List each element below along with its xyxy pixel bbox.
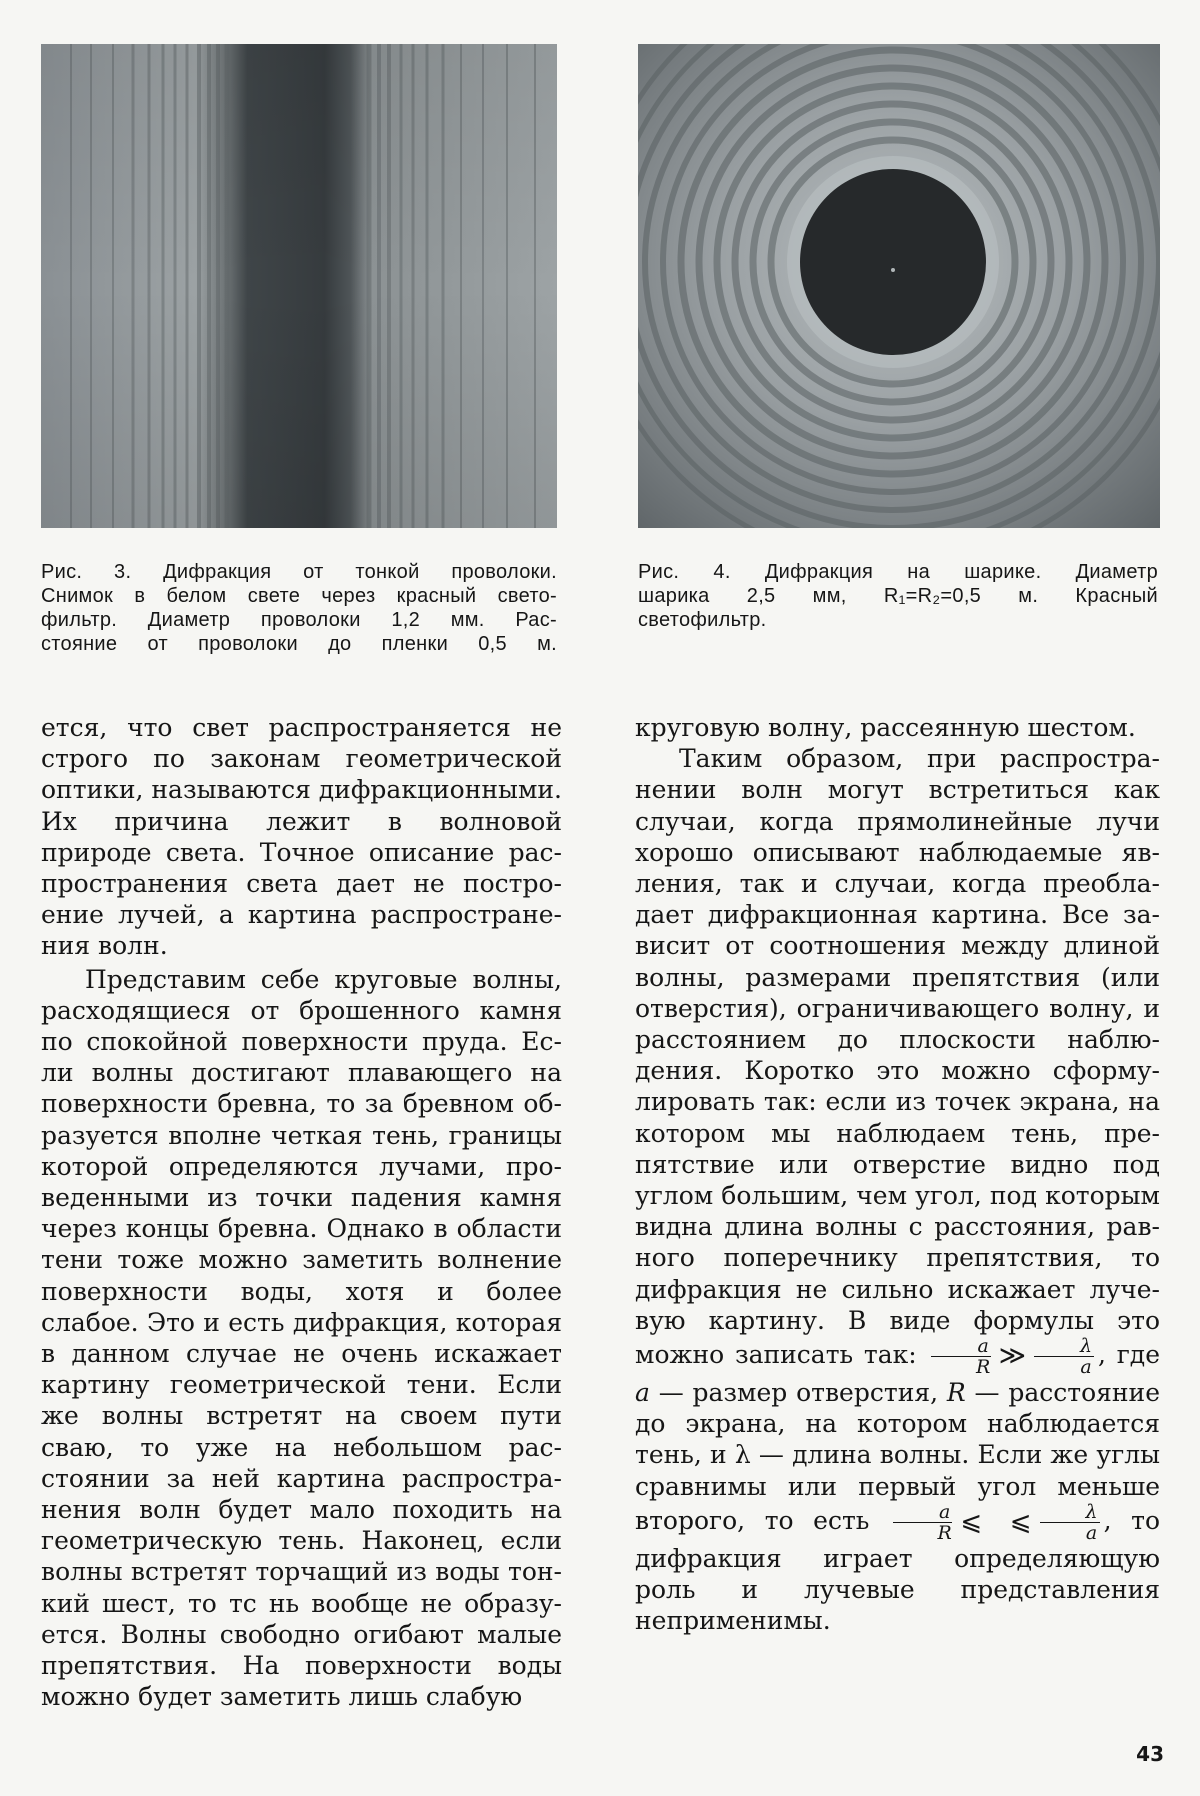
- fraction-denominator: a: [1085, 1521, 1098, 1544]
- fraction-a-over-R: [931, 1336, 990, 1377]
- paragraph-with-formula: [635, 743, 1160, 1636]
- text-run: — расстояние до экрана, на котором наблюдается тень, и λ — длина волны. Если же углы сравнимы или первый угол меньше второго, то есть: [635, 1378, 1161, 1535]
- caption-line: светофильтр.: [638, 609, 767, 631]
- paragraph: Представим себе круговые волны, расходящиеся от брошенного камня по спокойной поверхности пруда. Если волны достигают плавающего на поверхности бревна, то за бревном образуется вполне четкая тень, границы которой определяются лучами, проведенными из точки падения камня через концы бревна. Однако в области тени тоже можно заметить волнение поверхности воды, хотя и более слабое. Это и есть дифракция, которая в данном случае не очень искажает картину геометрической тени. Если же волны встретят на своем пути сваю, то уже на небольшом расстоянии за ней картина распространения волн будет мало походить на геометрическую тень. Наконец, если волны встретят торчащий из воды тонкий шест, то тс нь вообще не образуется. Волны свободно огибают малые препятствия. На поверхности воды можно будет заметить лишь слабую: [41, 964, 562, 1712]
- figure-4-caption: [638, 560, 1158, 632]
- caption-line: Рис. 4. Дифракция на шарике. Диаметр: [638, 561, 1158, 583]
- caption-line: стояние от проволоки до пленки 0,5 м.: [41, 633, 557, 655]
- figure-4-sphere-diffraction: [638, 44, 1160, 528]
- symbol-a: a: [635, 1378, 650, 1408]
- caption-line: фильтр. Диаметр проволоки 1,2 мм. Рас-: [41, 609, 557, 631]
- left-text-column: [41, 712, 562, 1713]
- fraction-denominator: R: [937, 1521, 952, 1544]
- caption-line: шарика 2,5 мм, R₁=R₂=0,5 м. Красный: [638, 585, 1158, 607]
- page-number: 43: [1136, 1742, 1164, 1766]
- symbol-R: R: [946, 1378, 966, 1408]
- fraction-denominator: a: [1080, 1356, 1092, 1379]
- fraction-numerator: a: [893, 1502, 952, 1523]
- paragraph: ется, что свет распространяется не строго по законам геометрической оптики, называются дифракционными. Их причина лежит в волновой природе света. Точное описание распространения света дает не построение лучей, а картина распространения волн.: [41, 713, 563, 961]
- figure-3-image: [41, 44, 557, 528]
- less-or-equal-symbol: ⩽: [1009, 1506, 1032, 1537]
- paragraph: круговую волну, рассеянную шестом.: [635, 713, 1136, 742]
- fraction-numerator: a: [931, 1336, 990, 1357]
- figure-3-caption: [41, 560, 557, 656]
- fraction-numerator: λ: [1034, 1336, 1094, 1357]
- text-run: , где: [1098, 1340, 1160, 1370]
- figure-4-image: [638, 44, 1160, 528]
- much-greater-symbol: ≫: [998, 1340, 1026, 1371]
- text-run: Таким образом, при распространении волн могут встретиться как случаи, когда прямолинейные лучи хорошо описывают наблюдаемые явления, так и случаи, когда преобладает дифракционная картина. Все зависит от соотношения между длиной волны, размерами препятствия (или отверстия), ограничивающего волну, и расстоянием до плоскости наблюдения. Коротко это можно сформулировать так: если из точек экрана, на котором мы наблюдаем тень, препятствие или отверстие видно под углом большим, чем угол, под которым видна длина волны с расстояния, равного поперечнику препятствия, то дифракция не сильно искажает лучевую картину. В виде формулы это можно записать так:: [635, 744, 1160, 1370]
- fraction-denominator: R: [975, 1356, 991, 1379]
- fraction-numerator: λ: [1040, 1502, 1100, 1523]
- fraction-a-over-R: [893, 1502, 952, 1543]
- figure-3-wire-diffraction: [41, 44, 557, 528]
- fraction-lambda-over-a: [1040, 1502, 1100, 1543]
- less-or-equal-symbol: ⩽: [960, 1506, 983, 1537]
- caption-line: Рис. 3. Дифракция от тонкой проволоки.: [41, 561, 557, 583]
- fraction-lambda-over-a: [1034, 1336, 1094, 1377]
- caption-line: Снимок в белом свете через красный свето-: [41, 585, 557, 607]
- text-run: — размер отверстия,: [649, 1378, 947, 1408]
- right-text-column: [635, 712, 1160, 1636]
- text-run: , то дифракция играет определяющую роль и лучевые представления неприменимы.: [635, 1505, 1160, 1636]
